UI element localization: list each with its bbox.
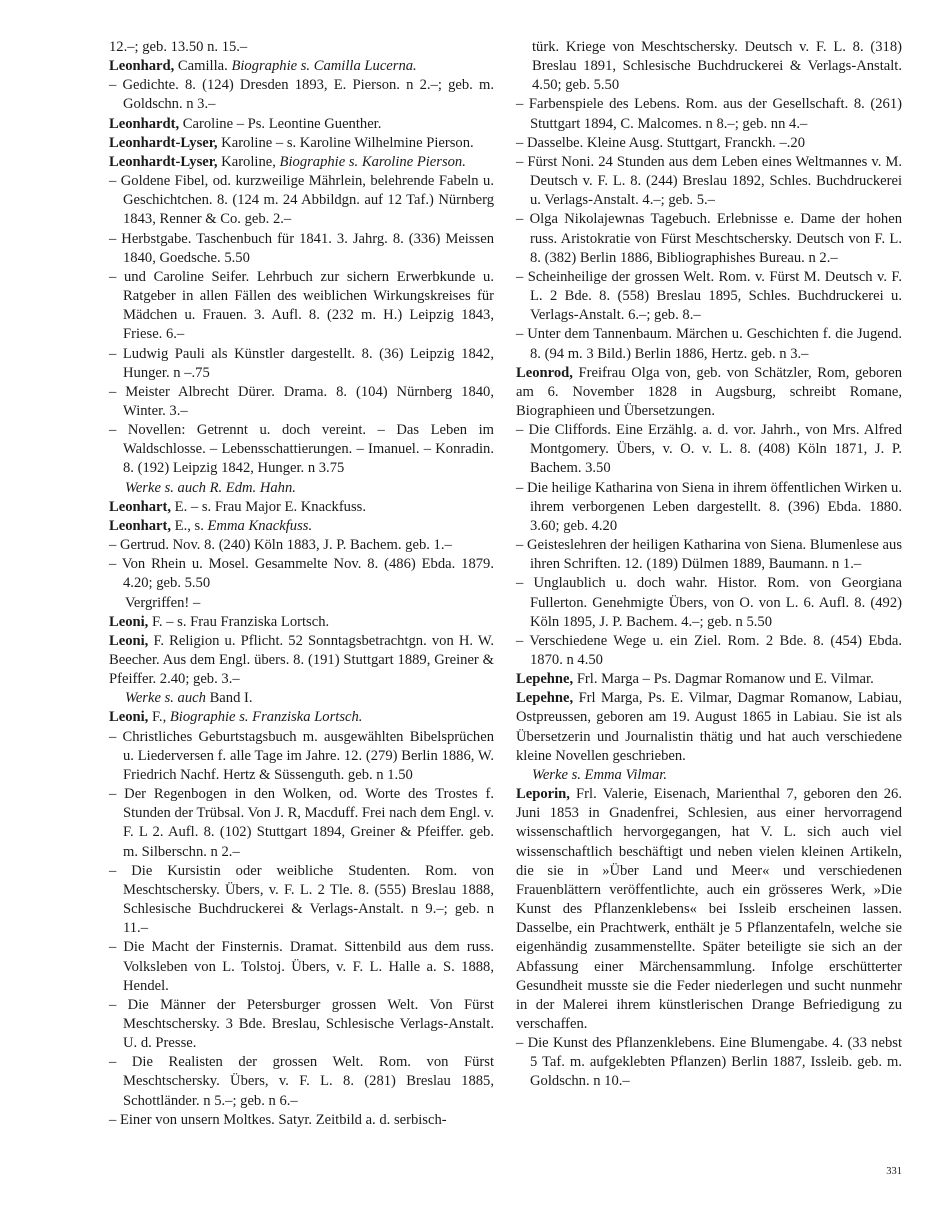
entry-text: – Geisteslehren der heiligen Katharina von Siena. Blumenlese aus ihren Schriften. 12. (189) Dülmen 1889, Baumann. n 1.– xyxy=(516,537,902,573)
entry-text: – Unglaublich u. doch wahr. Histor. Rom. von Georgiana Fullerton. Genehmigte Übers, von O. von L. 6. Aufl. 8. (492) Köln 1895, J. P. Bachem. 4.–; geb. n 5.50 xyxy=(516,575,902,630)
entry-text: Camilla. xyxy=(174,58,232,75)
right-column xyxy=(516,38,902,1092)
entry-text: Vergriffen! – xyxy=(125,594,201,611)
entry-text xyxy=(109,479,494,498)
entry-text: F. – s. Frau Franziska Lortsch. xyxy=(148,613,330,630)
author-name: Leoni, xyxy=(109,709,149,726)
entry-heading xyxy=(109,115,494,134)
author-name: Leoni, xyxy=(109,613,149,630)
work-item xyxy=(516,134,902,153)
entry-heading xyxy=(109,498,494,517)
entry-text: – Die Männer der Petersburger grossen Welt. Von Fürst Meschtschersky. 3 Bde. Breslau, Schlesische Verlags-Anstalt. U. d. Presse. xyxy=(109,996,494,1052)
entry-text xyxy=(516,766,902,785)
work-item xyxy=(109,555,494,593)
entry-text: – Ludwig Pauli als Künstler dargestellt. 8. (36) Leipzig 1842, Hunger. n –.75 xyxy=(109,345,494,381)
page-number: 331 xyxy=(886,1166,902,1177)
italic-reference: Werke s. auch R. Edm. Hahn. xyxy=(125,479,296,496)
author-name: Lepehne, xyxy=(516,671,574,688)
entry-text: – Die Cliffords. Eine Erzählg. a. d. vor. Jahrh., von Mrs. Alfred Montgomery. Übers, v. O. v. L. 8. (408) Köln 1871, J. P. Bachem. 3.50 xyxy=(516,422,902,477)
author-name: Lepehne, xyxy=(516,690,574,707)
entry-text: – Christliches Geburtstagsbuch m. ausgewählten Bibelsprüchen u. Liederversen f. alle Tage im Jahre. 12. (279) Berlin 1886, W. Friedrich Nachf. Hertz & Süssenguth. geb. n 1.50 xyxy=(109,728,494,783)
work-item xyxy=(516,574,902,631)
entry-text xyxy=(109,689,494,708)
work-item xyxy=(516,632,902,670)
author-name: Leonhart, xyxy=(109,517,172,534)
entry-text: F., xyxy=(148,709,170,726)
entry-text: – Scheinheilige der grossen Welt. Rom. v. Fürst M. Deutsch v. F. L. 2 Bde. 8. (558) Breslau 1895, Schles. Buchdruckerei u. Verlags-Anstalt. 6.–; geb. 8.– xyxy=(516,268,902,324)
entry-text: – Farbenspiele des Lebens. Rom. aus der Gesellschaft. 8. (261) Stuttgart 1894, C. Malcomes. n 8.–; geb. nn 4.– xyxy=(516,96,902,132)
entry-heading xyxy=(516,364,902,421)
work-item xyxy=(516,95,902,133)
work-item xyxy=(109,938,494,995)
entry-heading xyxy=(109,153,494,172)
work-item xyxy=(109,383,494,421)
author-name: Leonhardt-Lyser, xyxy=(109,134,218,151)
work-item xyxy=(516,325,902,363)
entry-text: Band I. xyxy=(205,690,253,707)
work-item xyxy=(516,268,902,325)
work-item xyxy=(109,76,494,114)
work-item xyxy=(516,153,902,210)
work-item xyxy=(109,996,494,1053)
entry-text: – Die Realisten der grossen Welt. Rom. von Fürst Meschtschersky. Übers, v. F. L. 8. (281) Breslau 1885, Schottländer. n 5.–; geb. n 6.– xyxy=(109,1054,494,1109)
entry-text: – Dasselbe. Kleine Ausg. Stuttgart, Franckh. –.20 xyxy=(516,134,805,151)
entry-text: – Gedichte. 8. (124) Dresden 1893, E. Pierson. n 2.–; geb. m. Goldschn. n 3.– xyxy=(109,77,494,113)
entry-heading xyxy=(516,689,902,766)
entry-text xyxy=(109,38,494,57)
entry-text xyxy=(516,38,902,95)
work-item xyxy=(109,1111,494,1130)
work-item xyxy=(109,728,494,785)
author-name: Leonhardt, xyxy=(109,115,180,132)
entry-text: Frl. Valerie, Eisenach, Marienthal 7, geboren den 26. Juni 1853 in Gnadenfrei, Schlesien, aus einer hervorragend wissenschaftlich hervorgegangen, hat V. L. sich auch viel wissenschaftlich beschäftigt und neben vielen kleinen Artikeln, die sie in »Über Land und Meer« und verschiedenen Frauenblättern veröffentlichte, auch ein grösseres Werk, »Die Kunst des Pflanzenklebens« bei Issleib erscheinen lassen. Dasselbe, ein Prachtwerk, enthält je 5 Pflanzentafeln, welche sie eigenhändig zusammenstellte. Später beteiligte sie sich an der Abfassung einer Märchensammlung. Infolge erschütterter Gesundheit musste sie die Feder niederlegen und sucht nunmehr in der Malerei ihrem künstlerischen Drange Befriedigung zu verschaffen. xyxy=(516,786,902,1032)
author-name: Leoni, xyxy=(109,632,149,649)
entry-text: Karoline, xyxy=(217,153,280,170)
entry-text: – Unter dem Tannenbaum. Märchen u. Geschichten f. die Jugend. 8. (94 m. 3 Bild.) Berlin 1886, Hertz. geb. n 3.– xyxy=(516,326,902,362)
italic-reference: Biographie s. Karoline Pierson. xyxy=(279,153,466,170)
entry-text: Frl Marga, Ps. E. Vilmar, Dagmar Romanow, Labiau, Ostpreussen, geboren am 19. August 1865 in Labiau. Sie ist als Übersetzerin und Journalistin thätig und hat auch verschiedene kleine Novellen geschrieben. xyxy=(516,690,902,764)
work-item xyxy=(109,1053,494,1110)
work-item xyxy=(109,345,494,383)
entry-text: – Die Kunst des Pflanzenklebens. Eine Blumengabe. 4. (33 nebst 5 Taf. m. aufgeklebten Pflanzen) Berlin 1887, Issleib. geb. m. Goldschn. n 10.– xyxy=(516,1035,902,1090)
entry-text: E., s. xyxy=(171,517,208,534)
entry-text: – Die heilige Katharina von Siena in ihrem öffentlichen Wirken u. ihrem verborgenen Leben dargestellt. 8. (396) Ebda. 1880. 3.60; geb. 4.20 xyxy=(516,479,902,534)
work-item xyxy=(109,421,494,478)
italic-reference: Biographie s. Camilla Lucerna. xyxy=(231,58,417,75)
italic-reference: Emma Knackfuss. xyxy=(207,517,313,534)
entry-text: Karoline – s. Karoline Wilhelmine Pierson. xyxy=(217,134,474,151)
entry-text: – Meister Albrecht Dürer. Drama. 8. (104) Nürnberg 1840, Winter. 3.– xyxy=(109,383,494,419)
entry-heading xyxy=(109,517,494,536)
entry-heading xyxy=(516,785,902,1034)
entry-text: – Olga Nikolajewnas Tagebuch. Erlebnisse e. Dame der hohen russ. Aristokratie von Fürst Meschtschersky. Deutsch von F. L. 8. (382) Berlin 1886, Bibliographishes Bureau. n 2.– xyxy=(516,211,902,266)
work-item xyxy=(516,479,902,536)
entry-text: – Die Macht der Finsternis. Dramat. Sittenbild aus dem russ. Volksleben von L. Tolstoj. Übers, v. F. L. Halle a. S. 1888, Hendel. xyxy=(109,939,494,994)
entry-text: – Novellen: Getrennt u. doch vereint. – Das Leben im Waldschlosse. – Lebensschattierungen. – Imanuel. – Konradin. 8. (192) Leipzig 1842, Hunger. n 3.75 xyxy=(109,422,494,477)
entry-text: – Der Regenbogen in den Wolken, od. Worte des Trostes f. Stunden der Trübsal. Von J. R, Macduff. Frei nach dem Engl. v. F. L 2. Aufl. 8. (102) Stuttgart 1894, Greiner & Pfeiffer. geb. m. Silberschn. n 2.– xyxy=(109,786,494,860)
work-item xyxy=(516,1034,902,1091)
entry-text: – Herbstgabe. Taschenbuch für 1841. 3. Jahrg. 8. (336) Meissen 1840, Goedsche. 5.50 xyxy=(109,230,494,266)
italic-reference: Biographie s. Franziska Lortsch. xyxy=(169,709,363,726)
entry-heading xyxy=(109,134,494,153)
entry-text: – und Caroline Seifer. Lehrbuch zur sichern Erwerbkunde u. Ratgeber in allen Fällen des weiblichen Wirkungskreises für Mädchen u. Frauen. 3. Aufl. 8. (232 m. H.) Leipzig 1843, Friese. 6.– xyxy=(109,268,494,343)
author-name: Leonhardt-Lyser, xyxy=(109,153,218,170)
entry-text: – Goldene Fibel, od. kurzweilige Mährlein, belehrende Fabeln u. Geschichtchen. 8. (124 m. 24 Abbildgn. auf 12 Taf.) Nürnberg 1843, Renner & Co. geb. 2.– xyxy=(109,173,494,228)
entry-text: – Einer von unsern Moltkes. Satyr. Zeitbild a. d. serbisch- xyxy=(109,1111,447,1128)
work-item xyxy=(516,536,902,574)
entry-text: E. – s. Frau Major E. Knackfuss. xyxy=(171,498,366,515)
entry-text: Freifrau Olga von, geb. von Schätzler, Rom, geboren am 6. November 1828 in Augsburg, schreibt Romane, Biographieen und Übersetzungen. xyxy=(516,364,902,419)
entry-text: – Verschiedene Wege u. ein Ziel. Rom. 2 Bde. 8. (454) Ebda. 1870. n 4.50 xyxy=(516,632,902,668)
entry-heading xyxy=(109,708,494,727)
work-item xyxy=(109,268,494,345)
entry-text: – Fürst Noni. 24 Stunden aus dem Leben eines Weltmannes v. M. Deutsch v. F. L. 8. (244) Breslau 1892, Schles. Buchdruckerei u. Verlags-Anstalt. 4.–; geb. 5.– xyxy=(516,153,902,209)
entry-text: – Von Rhein u. Mosel. Gesammelte Nov. 8. (486) Ebda. 1879. 4.20; geb. 5.50 xyxy=(109,556,494,592)
work-item xyxy=(109,536,494,555)
work-item xyxy=(109,172,494,229)
entry-heading xyxy=(109,57,494,76)
author-name: Leonrod, xyxy=(516,364,573,381)
entry-text: – Die Kursistin oder weibliche Studenten. Rom. von Meschtschersky. Übers, v. F. L. 2 Tle. 8. (555) Breslau 1888, Schlesische Buchdruckerei & Verlags-Anstalt. n 9.–; geb. n 11.– xyxy=(109,862,494,937)
work-item xyxy=(109,230,494,268)
author-name: Leporin, xyxy=(516,786,570,803)
work-item xyxy=(109,862,494,939)
entry-text: 12.–; geb. 13.50 n. 15.– xyxy=(109,39,248,55)
left-column xyxy=(109,38,494,1130)
italic-reference: Werke s. Emma Vilmar. xyxy=(532,766,667,783)
entry-heading xyxy=(109,613,494,632)
entry-text: Caroline – Ps. Leontine Guenther. xyxy=(179,115,382,132)
author-name: Leonhart, xyxy=(109,498,172,515)
entry-text: türk. Kriege von Meschtschersky. Deutsch v. F. L. 8. (318) Breslau 1891, Schlesische Buchdruckerei & Verlags-Anstalt. 4.50; geb. 5.50 xyxy=(532,39,902,94)
author-name: Leonhard, xyxy=(109,58,175,75)
entry-heading xyxy=(109,632,494,689)
italic-reference: Werke s. auch xyxy=(125,690,206,707)
entry-text: Frl. Marga – Ps. Dagmar Romanow und E. Vilmar. xyxy=(573,671,874,688)
entry-heading xyxy=(516,670,902,689)
work-item xyxy=(109,785,494,862)
entry-text: – Gertrud. Nov. 8. (240) Köln 1883, J. P. Bachem. geb. 1.– xyxy=(109,537,452,554)
entry-text: F. Religion u. Pflicht. 52 Sonntagsbetrachtgn. von H. W. Beecher. Aus dem Engl. übers. 8. (191) Stuttgart 1889, Greiner & Pfeiffer. 2.40; geb. 3.– xyxy=(109,632,494,688)
work-item xyxy=(516,421,902,478)
entry-text xyxy=(109,594,494,613)
work-item xyxy=(516,210,902,267)
